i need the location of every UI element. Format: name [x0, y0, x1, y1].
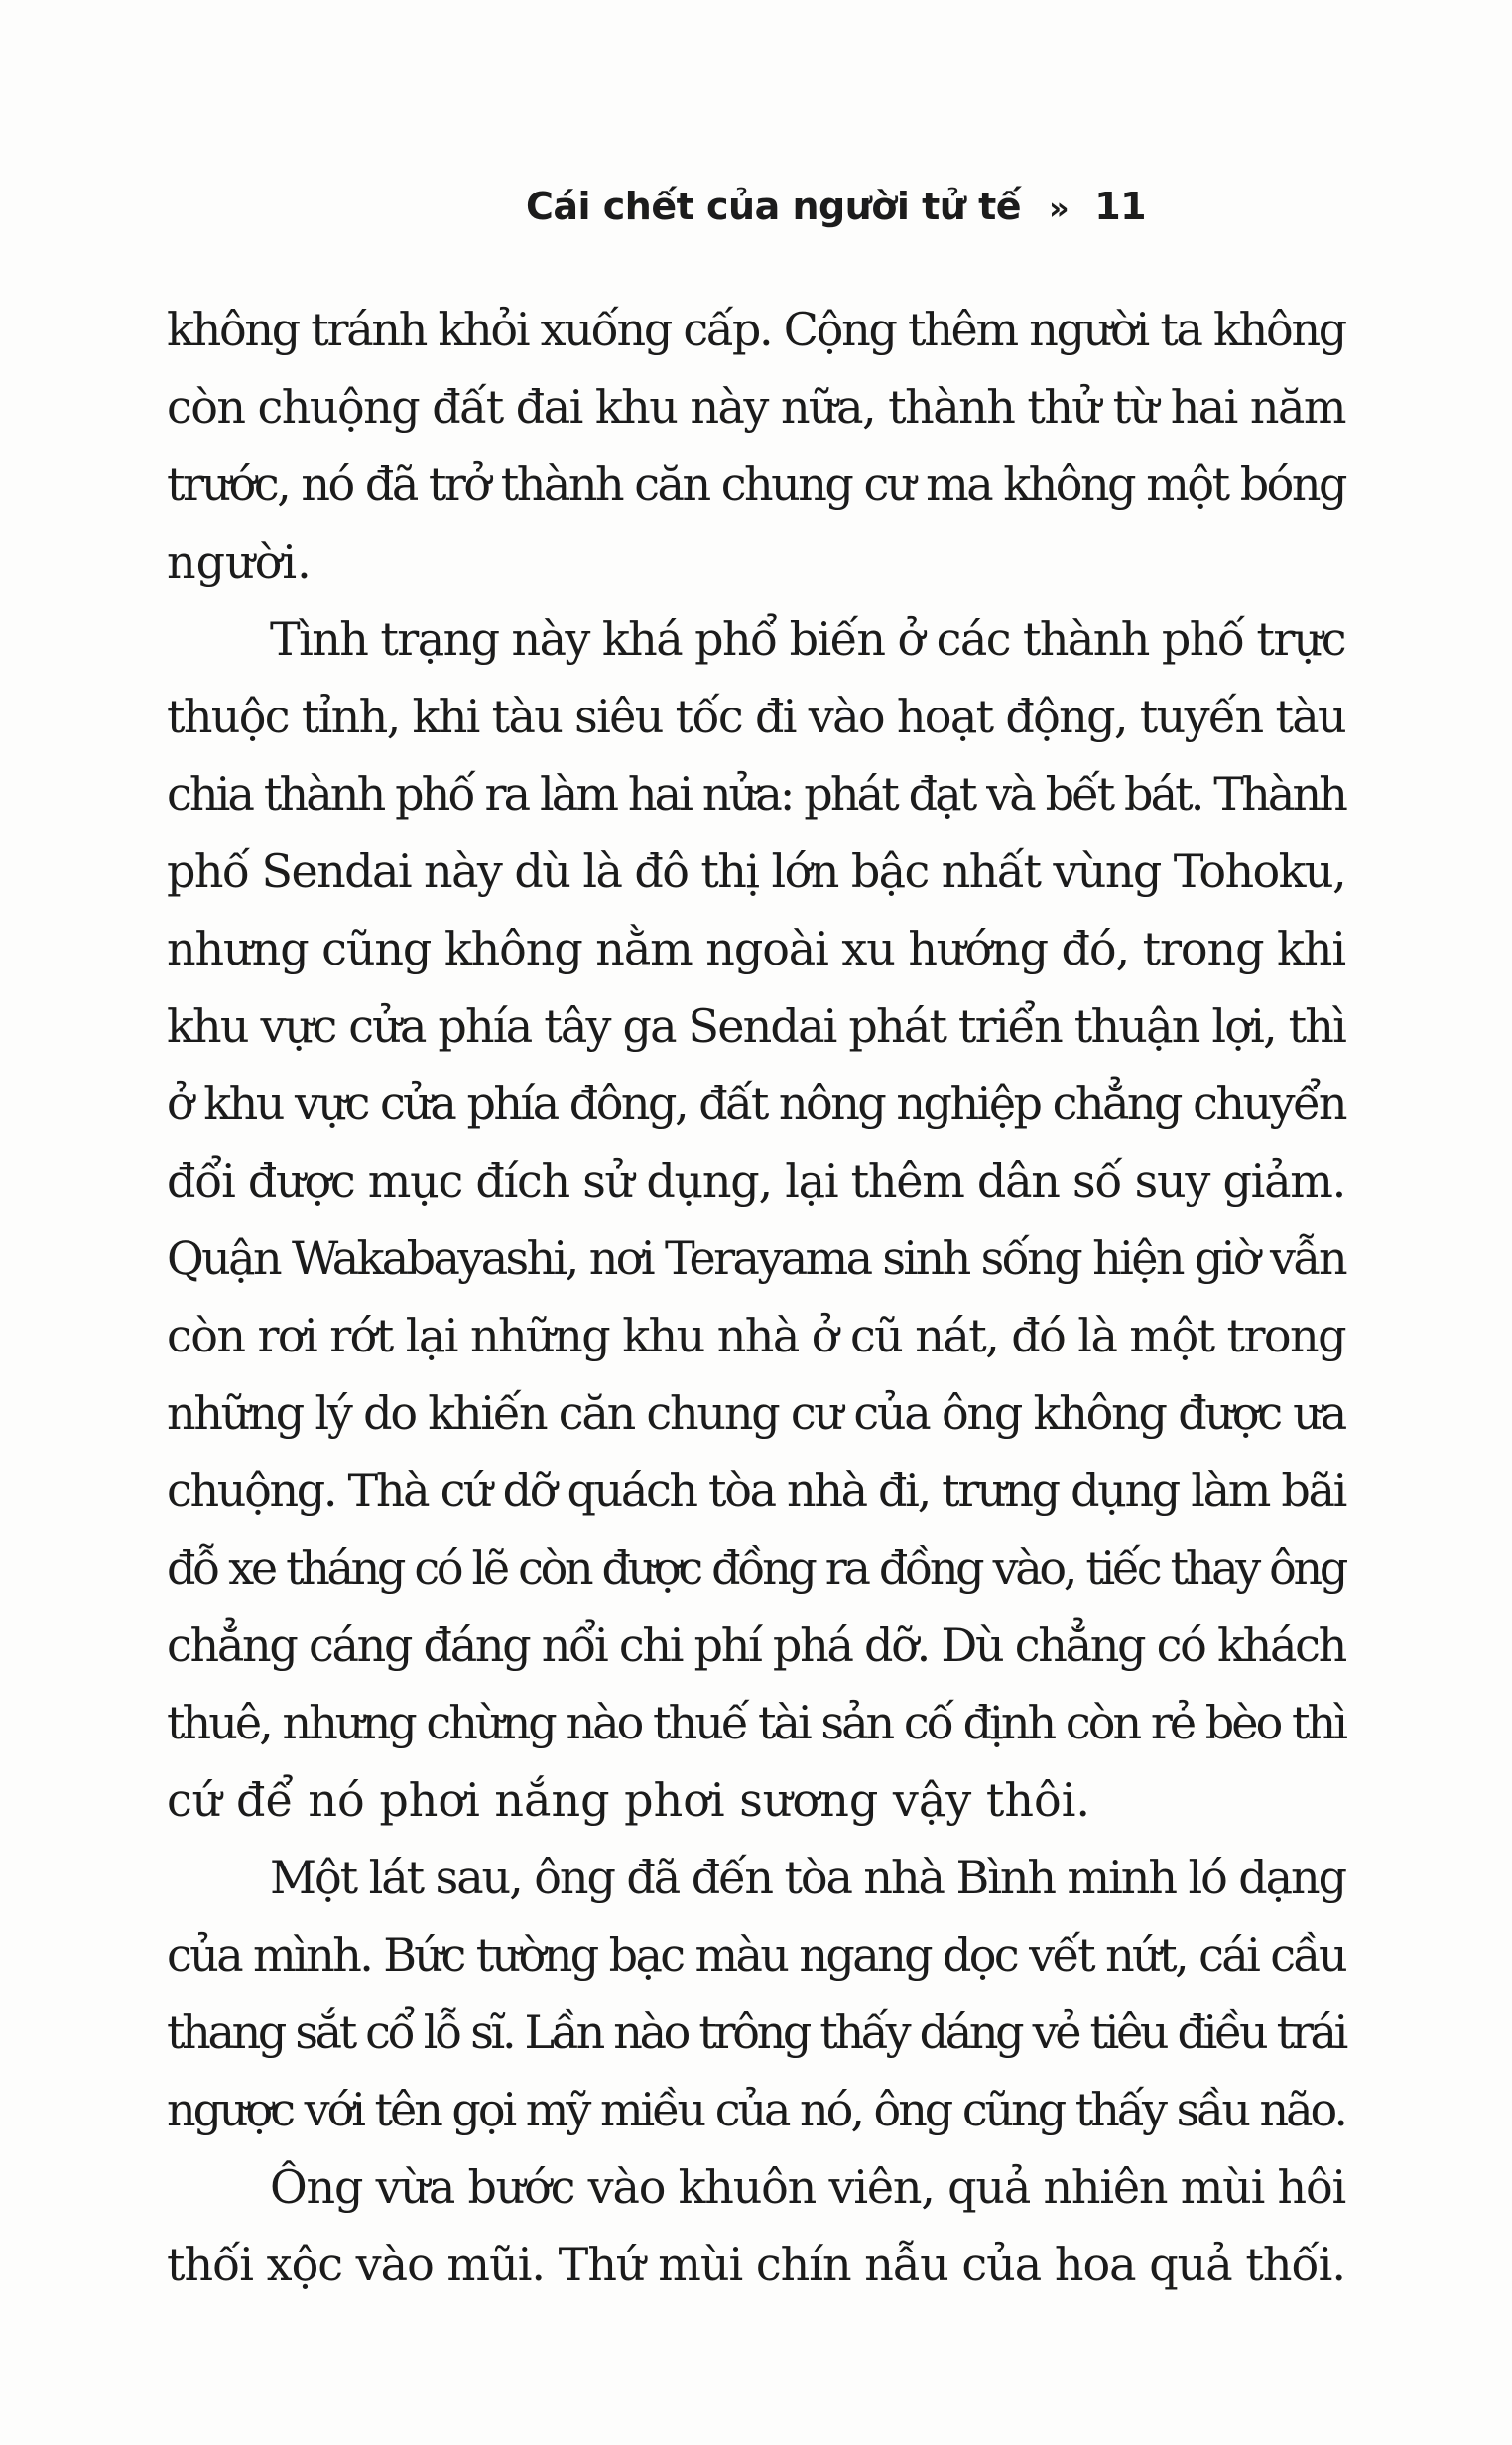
- text-line: còn rơi rớt lại những khu nhà ở cũ nát, đó là một trong: [167, 1309, 1345, 1362]
- text-line: không tránh khỏi xuống cấp. Cộng thêm người ta không: [167, 303, 1345, 356]
- text-line: thối xộc vào mũi. Thứ mùi chín nẫu của hoa quả thối.: [167, 2238, 1345, 2291]
- text-line: nhưng cũng không nằm ngoài xu hướng đó, trong khi: [167, 922, 1345, 975]
- chapter-title: Cái chết của người tử tế: [526, 185, 1022, 228]
- text-line: cứ để nó phơi nắng phơi sương vậy thôi.: [167, 1773, 1091, 1827]
- text-line: khu vực cửa phía tây ga Sendai phát triển thuận lợi, thì: [167, 999, 1345, 1053]
- text-line: của mình. Bức tường bạc màu ngang dọc vết nứt, cái cầu: [167, 1928, 1345, 1982]
- text-line: phố Sendai này dù là đô thị lớn bậc nhất vùng Tohoku,: [167, 844, 1345, 898]
- page-number: 11: [1094, 185, 1147, 228]
- text-line: đỗ xe tháng có lẽ còn được đồng ra đồng vào, tiếc thay ông: [167, 1541, 1345, 1595]
- text-line: thang sắt cổ lỗ sĩ. Lần nào trông thấy dáng vẻ tiêu điều trái: [167, 2005, 1345, 2059]
- text-line: thuộc tỉnh, khi tàu siêu tốc đi vào hoạt động, tuyến tàu: [167, 690, 1345, 743]
- text-line: còn chuộng đất đai khu này nữa, thành thử từ hai năm: [167, 380, 1345, 434]
- text-line: ngược với tên gọi mỹ miều của nó, ông cũng thấy sầu não.: [167, 2083, 1345, 2136]
- text-line: trước, nó đã trở thành căn chung cư ma không một bóng: [167, 457, 1345, 511]
- text-line: thuê, nhưng chừng nào thuế tài sản cố định còn rẻ bèo thì: [167, 1696, 1345, 1749]
- running-header: [526, 185, 1220, 228]
- text-line: người.: [167, 535, 312, 588]
- text-line: ở khu vực cửa phía đông, đất nông nghiệp chẳng chuyển: [167, 1077, 1345, 1130]
- body-text: [167, 291, 1345, 2303]
- text-line: chuộng. Thà cứ dỡ quách tòa nhà đi, trưng dụng làm bãi: [167, 1464, 1345, 1517]
- text-line: Tình trạng này khá phổ biến ở các thành phố trực: [270, 612, 1345, 666]
- text-line: Quận Wakabayashi, nơi Terayama sinh sống hiện giờ vẫn: [167, 1231, 1345, 1285]
- text-line: đổi được mục đích sử dụng, lại thêm dân số suy giảm.: [167, 1154, 1345, 1208]
- text-line: Một lát sau, ông đã đến tòa nhà Bình minh ló dạng: [270, 1851, 1345, 1904]
- text-line: chẳng cáng đáng nổi chi phí phá dỡ. Dù chẳng có khách: [167, 1618, 1345, 1672]
- text-line: Ông vừa bước vào khuôn viên, quả nhiên mùi hôi: [270, 2160, 1345, 2214]
- header-separator: »: [1049, 190, 1070, 227]
- text-line: những lý do khiến căn chung cư của ông không được ưa: [167, 1386, 1345, 1440]
- text-line: chia thành phố ra làm hai nửa: phát đạt và bết bát. Thành: [167, 767, 1345, 821]
